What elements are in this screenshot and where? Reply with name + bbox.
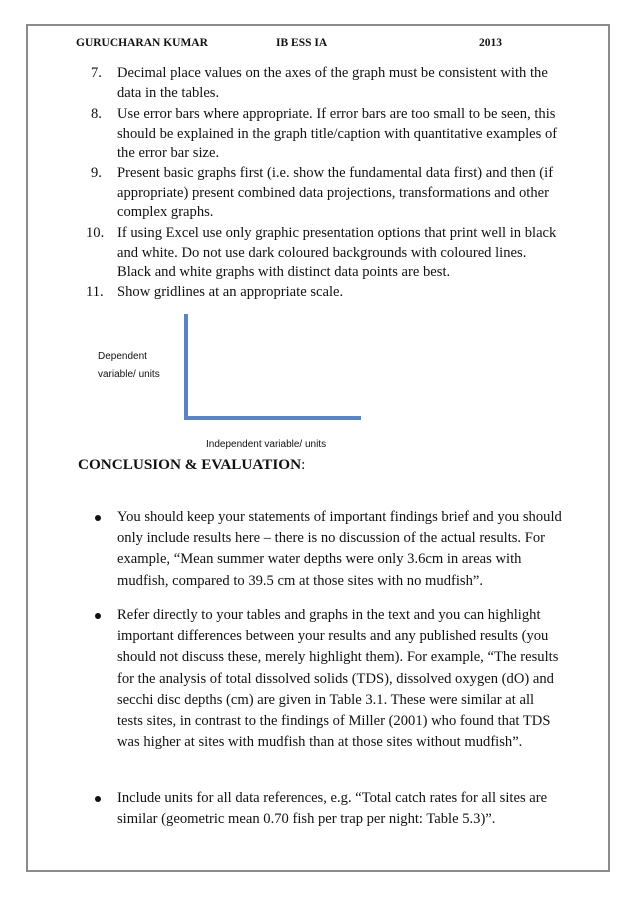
list-item-text [117,283,587,303]
text-line: Show gridlines at an appropriate scale. [117,284,344,300]
text-line: data in the tables. [117,84,220,101]
text-line: Use error bars where appropriate. If error bars are too small to be seen, this [117,106,556,122]
list-item-text [117,105,587,164]
text-line: You should keep your statements of important findings brief and you should [117,509,562,525]
y-axis-line [184,314,188,420]
y-axis-label [98,348,160,384]
y-axis-label-line: variable/ units [98,369,160,380]
text-line: was higher at sites with mudfish than at those sites without mudfish”. [117,734,523,751]
y-axis-label-line: Dependent [98,351,147,362]
text-line: Decimal place values on the axes of the graph must be consistent with the [117,65,548,81]
list-item-number: 7. [91,65,102,81]
text-line: similar (geometric mean 0.70 fish per trap per night: Table 5.3)”. [117,811,496,828]
bullet-item [117,605,587,753]
text-line: appropriate) present combined data projections, transformations and other [117,184,549,201]
section-title-suffix: : [301,456,306,473]
text-line: Include units for all data references, e.g. “Total catch rates for all sites are [117,790,548,806]
text-line: and white. Do not use dark coloured backgrounds with coloured lines. [117,244,527,261]
text-line: complex graphs. [117,204,214,220]
header-year: 2013 [479,37,502,49]
text-line: mudfish, compared to 39.5 cm at those sites with no mudfish”. [117,572,484,589]
list-item-number: 9. [91,165,102,181]
header-course: IB ESS IA [276,37,328,49]
section-title [78,456,305,474]
bullet-icon [95,515,101,521]
text-line: example, “Mean summer water depths were only 3.6cm in areas with [117,551,522,568]
text-line: Black and white graphs with distinct data points are best. [117,264,451,280]
list-item-number: 11. [86,284,104,300]
text-line: for the analysis of total dissolved solids (TDS), dissolved oxygen (dO) and [117,670,554,687]
section-title-text: CONCLUSION & EVALUATION [78,456,302,473]
text-line: secchi disc depths (cm) are given in Table 3.1. These were similar at all [117,691,535,708]
text-line: should not discuss these, merely highlight them). For example, “The results [117,649,559,666]
text-line: Refer directly to your tables and graphs in the text and you can highlight [117,607,541,623]
bullet-item [117,507,587,592]
list-item-number: 10. [86,225,105,241]
text-line: important differences between your results and any published results (you [117,628,549,645]
bullet-item [117,788,587,830]
text-line: the error bar size. [117,145,220,161]
list-item-text [117,224,587,283]
text-line: only include results here – there is no discussion of the actual results. For [117,530,545,547]
x-axis-label: Independent variable/ units [206,439,327,450]
text-line: If using Excel use only graphic presentation options that print well in black [117,225,557,241]
list-item-text [117,164,587,223]
x-axis-line [184,416,361,420]
list-item-text [117,64,587,103]
list-item-number: 8. [91,106,102,122]
text-line: should be explained in the graph title/caption with quantitative examples of [117,125,558,142]
bullet-icon [95,613,101,619]
text-line: Present basic graphs first (i.e. show the fundamental data first) and then (if [117,165,554,181]
header-author: GURUCHARAN KUMAR [76,37,208,49]
bullet-icon [95,796,101,802]
text-line: tests sites, in contrast to the findings of Miller (2001) who found that TDS [117,713,551,730]
